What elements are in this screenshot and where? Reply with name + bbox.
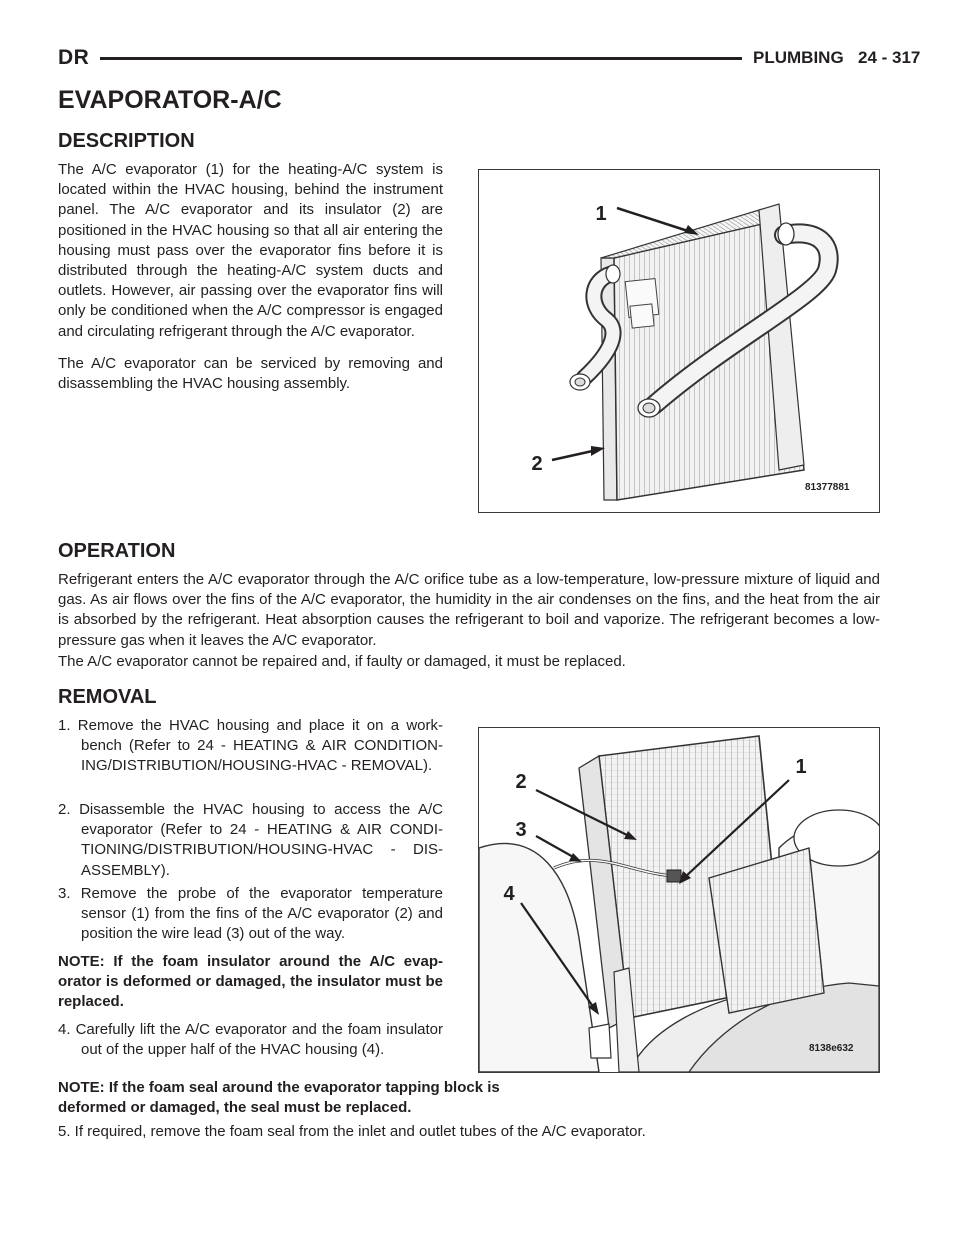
- removal-note-2: NOTE: If the foam seal around the evaporator tapping block is deformed or damaged, the seal must be replaced.: [58, 1079, 500, 1117]
- callout-2-arrow: [552, 450, 597, 460]
- callout-2: 2: [515, 771, 527, 793]
- removal-step-4: [58, 1020, 443, 1060]
- removal-note-1: NOTE: If the foam insulator around the A/C evaporator is deformed or damaged, the insulator must be replaced.: [58, 953, 443, 1011]
- callout-1: 1: [595, 203, 607, 225]
- callout-1-arrow: [617, 208, 691, 232]
- figure-id: 8138e632: [809, 1043, 854, 1054]
- description-paragraph-2: The A/C evaporator can be serviced by removing and disassembling the HVAC housing assembly.: [58, 355, 443, 393]
- callout-3: 3: [515, 819, 527, 841]
- figure-id: 81377881: [805, 482, 850, 493]
- housing-illustration: [479, 728, 879, 1072]
- removal-step-1-text: 1. Remove the HVAC housing and place it on a workbench (Refer to 24 - HEATING & AIR CONDITIONING/DISTRIBUTION/HOUSING-HVAC - REMOVAL).: [58, 717, 443, 775]
- page-header: [58, 44, 921, 72]
- section-name: PLUMBING: [753, 48, 844, 67]
- evaporator-illustration: [479, 170, 879, 512]
- manual-code: DR: [58, 46, 90, 69]
- page-number: 24 - 317: [858, 48, 921, 67]
- removal-step-2: [58, 800, 443, 881]
- housing-figure: [478, 727, 880, 1073]
- callout-2: 2: [531, 453, 543, 475]
- removal-step-3-text: 3. Remove the probe of the evaporator temperature sensor (1) from the fins of the A/C evaporator (2) and position the wire lead (3) out of the way.: [58, 885, 443, 943]
- removal-step-2-text: 2. Disassemble the HVAC housing to access the A/C evaporator (Refer to 24 - HEATING & AIR CONDITIONING/DISTRIBUTION/HOUSING-HVAC - DISASSEMBLY).: [58, 801, 443, 879]
- removal-heading: REMOVAL: [58, 686, 157, 708]
- callout-4: 4: [503, 883, 515, 905]
- operation-paragraph-1: Refrigerant enters the A/C evaporator through the A/C orifice tube as a low-temperature, low-pressure mixture of liquid and gas. As air flows over the fins of the A/C evaporator, the humidity in the air condenses on the fins, and the heat from the air is absorbed by the refrigerant. Heat absorption causes the refrigerant to boil and vaporize. The refrigerant becomes a low-pressure gas when it leaves the A/C evaporator.: [58, 571, 880, 649]
- removal-step-3: [58, 884, 443, 945]
- description-heading: DESCRIPTION: [58, 130, 195, 152]
- removal-step-4-text: 4. Carefully lift the A/C evaporator and the foam insulator out of the upper half of the HVAC housing (4).: [58, 1021, 443, 1059]
- removal-step-5: 5. If required, remove the foam seal from the inlet and outlet tubes of the A/C evaporator.: [58, 1123, 646, 1140]
- evaporator-figure: [478, 169, 880, 513]
- header-rule: [100, 57, 742, 60]
- operation-paragraph-2: The A/C evaporator cannot be repaired and, if faulty or damaged, it must be replaced.: [58, 653, 626, 670]
- description-paragraph-1: The A/C evaporator (1) for the heating-A/C system is located within the HVAC housing, behind the instrument panel. The A/C evaporator and its insulator (2) are positioned in the HVAC housing so that all air entering the housing must pass over the evaporator fins before it is distributed through the heating-A/C system ducts and outlets. However, air passing over the evaporator fins will only be conditioned when the A/C compressor is engaged and circulating refrigerant through the A/C evaporator.: [58, 161, 443, 340]
- callout-1: 1: [795, 756, 807, 778]
- operation-heading: OPERATION: [58, 540, 176, 562]
- removal-step-1: [58, 716, 443, 777]
- page-title: EVAPORATOR-A/C: [58, 86, 282, 114]
